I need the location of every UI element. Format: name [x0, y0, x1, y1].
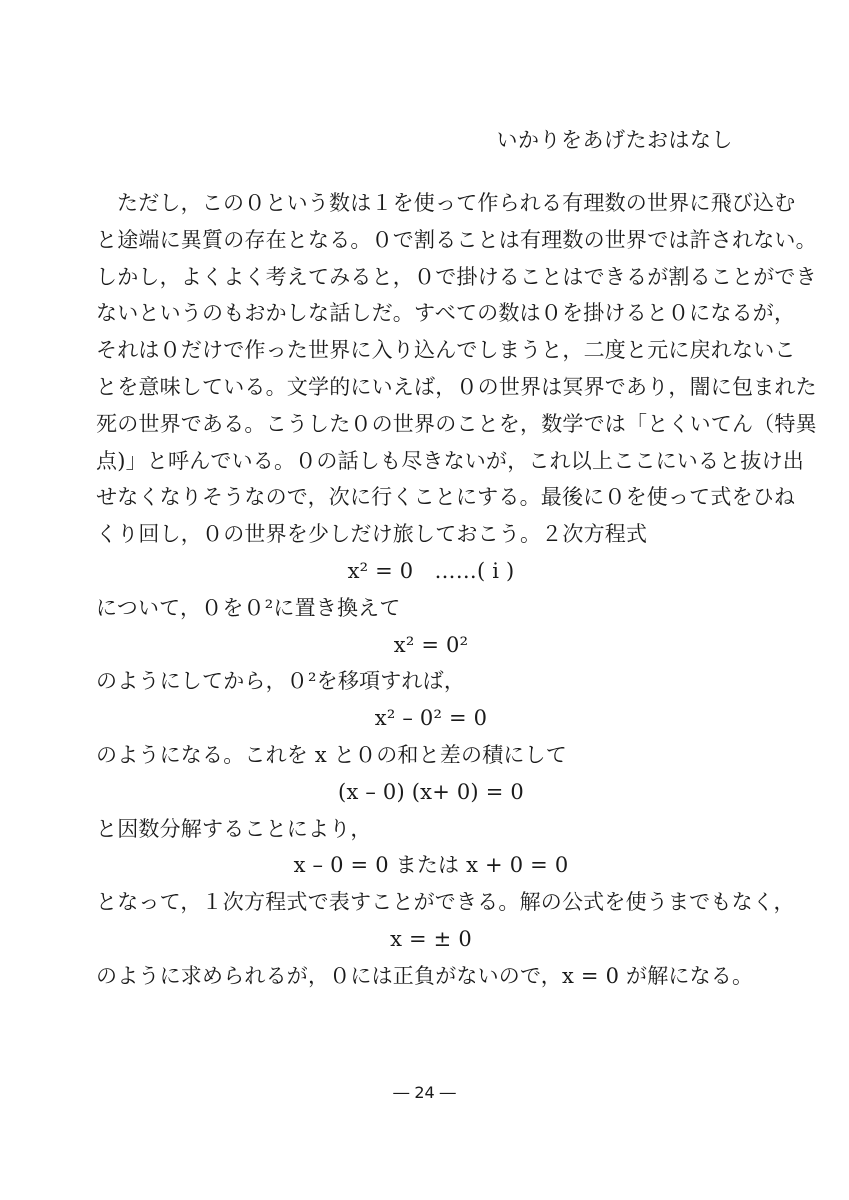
paragraph-line: とを意味している。文学的にいえば，０の世界は冥界であり，闇に包まれた [96, 374, 817, 399]
paragraph-line: 死の世界である。こうした０の世界のことを，数学では「とくいてん（特異 [96, 411, 817, 436]
equation: x² = 0² [393, 632, 469, 657]
paragraph-line: のようにしてから，０²を移項すれば， [96, 669, 466, 694]
body-text [96, 190, 817, 1000]
paragraph-line: と因数分解することにより， [96, 816, 372, 841]
paragraph-line: ないというのもおかしな話しだ。すべての数は０を掛けると０になるが， [96, 301, 796, 326]
paragraph-line: それは０だけで作った世界に入り込んでしまうと，二度と元に戻れないこ [96, 338, 796, 363]
paragraph-line: のようになる。これを x と０の和と差の積にして [96, 742, 567, 767]
paragraph-line: について，０を０²に置き換えて [96, 595, 401, 620]
equation: x = ± 0 [390, 926, 472, 951]
equation: (x – 0) (x+ 0) = 0 [338, 779, 524, 804]
paragraph-line: せなくなりそうなので，次に行くことにする。最後に０を使って式をひね [96, 485, 796, 510]
paragraph-line: のように求められるが，０には正負がないので，x = 0 が解になる。 [96, 963, 754, 988]
paragraph-line: と途端に異質の存在となる。０で割ることは有理数の世界では許されない。 [96, 227, 817, 252]
paragraph-line: 点)」と呼んでいる。０の話しも尽きないが，これ以上ここにいると抜け出 [96, 448, 804, 473]
paragraph-line: しかし，よくよく考えてみると，０で掛けることはできるが割ることができ [96, 264, 817, 289]
equation: x – 0 = 0 または x + 0 = 0 [293, 853, 569, 878]
paragraph-line: となって，１次方程式で表すことができる。解の公式を使うまでもなく， [96, 890, 795, 915]
paragraph-line: ただし，この０という数は１を使って作られる有理数の世界に飛び込む [117, 191, 796, 215]
equation: x² – 0² = 0 [374, 706, 488, 731]
paragraph-line: くり回し，０の世界を少しだけ旅しておこう。２次方程式 [96, 522, 648, 547]
equation-i: x² = 0 ……( i ) [347, 558, 515, 583]
page-number: ― 24 ― [393, 1083, 456, 1102]
page-title: いかりをあげたおはなし [496, 128, 733, 152]
